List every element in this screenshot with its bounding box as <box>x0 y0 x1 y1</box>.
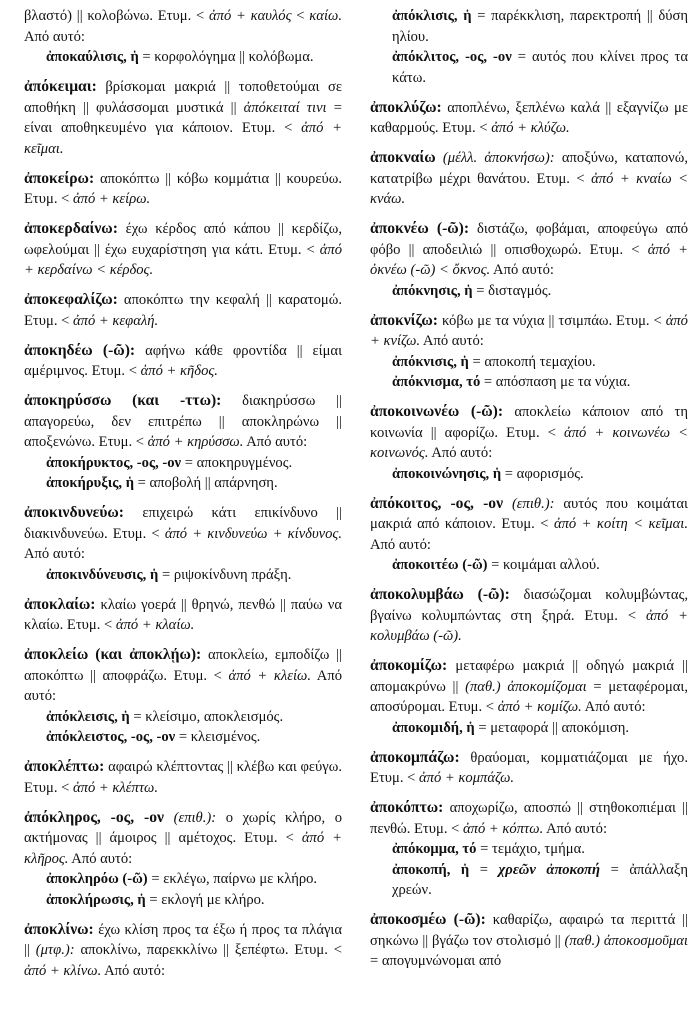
sub-headword: ἀπόκνισμα, τό <box>392 374 481 390</box>
sub-definition: = εκλογή με κλήρο. <box>149 891 265 908</box>
derivation-label: Από αυτό: <box>370 536 431 553</box>
sub-headword: ἀποκήρυξις, ἡ <box>46 475 134 491</box>
sub-definition: = <box>479 861 488 878</box>
headword: ἀποκολυμβάω (-ῶ): <box>370 586 510 603</box>
sub-definition: = εκλέγω, παίρνω με κλήρο. <box>151 871 318 887</box>
etymology: ἀπό + κομπάζω. <box>419 770 515 786</box>
definition: αφήνω κάθε φροντίδα || είμαι αμέριμνος. Ετυμ. < <box>24 342 342 379</box>
definition: επιχειρώ κάτι επικίνδυνο || διακινδυνεύω. Ετυμ. < <box>24 505 342 542</box>
sub-entry <box>24 473 342 494</box>
etymology: ἀπό + κλαίω. <box>115 617 195 633</box>
etymology: ἀπό + κλείω. <box>228 667 311 684</box>
sub-headword: ἀπόκομμα, τό <box>392 841 477 857</box>
definition: διστάζω, φοβάμαι, αποφεύγω από φόβο || αποδειλιώ || οπισθοχωρώ. Ετυμ. < <box>370 221 688 258</box>
right-column <box>370 6 688 1032</box>
sub-headword: ἀποκαύλισις, ἡ <box>46 49 139 65</box>
sub-entry <box>370 555 688 576</box>
entry <box>24 341 342 382</box>
entry <box>370 402 688 484</box>
sub-headword: ἀποκομιδή, ἡ <box>392 719 475 736</box>
definition: καθαρίζω, αφαιρώ τα περιττά || σηκώνω || βγάζω τον στολισμό || <box>370 912 688 949</box>
etymology: ἀπό + καυλός <box>208 8 292 24</box>
sub-definition: = κλεισμένος. <box>178 729 261 745</box>
phrase: χρεῶν ἀποκοπή <box>498 861 601 878</box>
entry <box>24 808 342 911</box>
sub-definition: = αφορισμός. <box>504 465 584 482</box>
derivation-label: Από αυτό: <box>24 667 342 704</box>
sub-entry <box>24 727 342 748</box>
etymology: ἀπό + κλῆρος. <box>24 830 342 867</box>
sub-definition: = αποκηρυγμένος. <box>184 454 293 471</box>
sub-definition: = ἀπάλλαξη χρεών. <box>392 861 688 898</box>
definition: = απογυμνώνομαι από <box>370 953 502 969</box>
etymology: < κέρδος. <box>96 262 154 278</box>
phrase: ἀπόκειταί τινι <box>243 99 327 116</box>
headword: ἀποκλαίω: <box>24 595 96 613</box>
definition: αποπλένω, ξεπλένω καλά || εξαγνίζω με καθαρμούς. Ετυμ. < <box>370 99 688 136</box>
definition: αποκλίνω, παρεκκλίνω || ξεπέφτω. Ετυμ. < <box>80 942 342 958</box>
headword: ἀποκοινωνέω (-ῶ): <box>370 403 504 420</box>
etymology: ἀπό + κομίζω. <box>497 699 582 715</box>
etymology: ἀπό + κνίζω. <box>370 312 688 349</box>
entry <box>24 391 342 494</box>
sub-entry <box>370 47 688 88</box>
headword: ἀποκοσμέω (-ῶ): <box>370 911 486 928</box>
grammar-note: (επιθ.): <box>173 809 217 826</box>
sub-definition: = μεταφορά || αποκόμιση. <box>478 719 629 736</box>
sub-headword: ἀπόκλιτος, -ος, -ον <box>392 49 512 65</box>
entry <box>24 219 342 281</box>
definition: έχω κέρδος από κάπου || κερδίζω, ωφελούμαι || έχω ευχαρίστηση για κάτι. Ετυμ. < <box>24 221 342 258</box>
headword: ἀποκόπτω: <box>370 799 444 816</box>
headword: ἀποκινδυνεύω: <box>24 504 125 521</box>
derivation-label: Από αυτό: <box>246 434 308 450</box>
sub-headword: ἀπόκνισις, ἡ <box>392 353 469 370</box>
sub-entry <box>24 707 342 728</box>
headword: ἀποκεφαλίζω: <box>24 291 118 308</box>
sub-definition: = ριψοκίνδυνη πράξη. <box>161 566 292 583</box>
derivation-label: Από αυτό: <box>104 962 166 979</box>
grammar-note: (παθ.) ἀποκομίζομαι <box>465 678 587 695</box>
etymology: ἀπό + κῆδος. <box>140 363 218 379</box>
entry <box>370 148 688 210</box>
entry <box>24 595 342 636</box>
derivation-label: Από αυτό: <box>546 820 608 837</box>
definition: διακηρύσσω || απαγορεύω, δεν επιτρέπω || αποκληρώνω || αποξενώνω. Ετυμ. < <box>24 393 342 450</box>
headword: ἀπόκειμαι: <box>24 78 97 95</box>
headword: ἀπόκληρος, -ος, -ον <box>24 808 164 826</box>
sub-entry <box>24 453 342 474</box>
etymology: ἀπό + κολυμβάω (-ῶ). <box>370 607 688 644</box>
derivation-label: Από αυτό: <box>71 850 133 867</box>
entry <box>370 311 688 393</box>
etymology: ἀπό + κοίτη < κεῖμαι. <box>553 516 688 532</box>
definition: = μεταφέρομαι, αποσύρομαι. Ετυμ. < <box>370 678 688 715</box>
entry <box>370 748 688 789</box>
grammar-note: (μτφ.): <box>35 942 75 958</box>
sub-entry <box>24 47 342 68</box>
headword: ἀποκλίνω: <box>24 920 94 938</box>
entry <box>24 503 342 585</box>
sub-headword: ἀποκινδύνευσις, ἡ <box>46 566 159 583</box>
entry <box>24 290 342 331</box>
entry <box>24 920 342 982</box>
sub-entry <box>370 352 688 373</box>
derivation-label: Από αυτό: <box>24 546 85 562</box>
entry <box>370 219 688 301</box>
entry <box>370 585 688 647</box>
entry <box>370 98 688 139</box>
definition: αυτός που κοιμάται μακριά από κάποιον. Ετυμ. < <box>370 495 688 532</box>
headword: ἀποκνίζω: <box>370 311 439 329</box>
sub-headword: ἀποκληρόω (-ῶ) <box>46 871 148 887</box>
sub-entry <box>370 860 688 901</box>
derivation-label: Από αυτό: <box>422 333 484 349</box>
sub-entry <box>370 718 688 739</box>
sub-headword: ἀποκοιτέω (-ῶ) <box>392 557 488 573</box>
sub-definition: = κορφολόγημα || κολόβωμα. <box>142 49 314 65</box>
entry <box>24 77 342 159</box>
headword: ἀποκλείω (και ἀποκλῄω): <box>24 646 202 663</box>
etymology: ἀπό + κινδυνεύω + κίνδυνος. <box>164 525 342 542</box>
etymology: ἀπό + κόπτω. <box>463 820 544 837</box>
entry-continuation <box>370 6 688 88</box>
sub-headword: ἀπόκλειστος, -ος, -ον <box>46 729 176 745</box>
sub-definition: = κλείσιμο, αποκλεισμός. <box>133 708 284 725</box>
headword: ἀποκλέπτω: <box>24 758 105 775</box>
sub-headword: ἀπόκνησις, ἡ <box>392 282 473 299</box>
grammar-note: (μέλλ. ἀποκνήσω): <box>442 150 555 166</box>
headword: ἀποκηδέω (-ῶ): <box>24 341 136 359</box>
sub-definition: = δισταγμός. <box>476 282 552 299</box>
definition: διασώζομαι κολυμβώντας, βγαίνω κολυμπώντας στη ξηρά. Ετυμ. < <box>370 587 688 624</box>
etymology: ἀπό + κλέπτω. <box>73 779 158 796</box>
definition: κόβω με τα νύχια || τσιμπάω. Ετυμ. < <box>441 312 662 329</box>
sub-headword: ἀπόκλισις, ἡ <box>392 8 472 24</box>
sub-headword: ἀποκλήρωσις, ἡ <box>46 891 146 908</box>
entry <box>370 798 688 901</box>
sub-definition: = κοιμάμαι αλλού. <box>491 557 600 573</box>
continuation-text: βλαστό) || κολοβώνω. Ετυμ. < <box>24 8 205 24</box>
derivation-label: Από αυτό: <box>431 445 493 461</box>
sub-definition: = παρέκκλιση, παρεκτροπή || δύση ηλίου. <box>392 8 688 45</box>
etymology: < κνάω. <box>370 170 688 207</box>
grammar-note: (παθ.) ἀποκοσμοῦμαι <box>564 932 688 949</box>
sub-headword: ἀποκήρυκτος, -ος, -ον <box>46 454 182 471</box>
sub-definition: = απόσπαση με τα νύχια. <box>483 374 631 390</box>
definition: αφαιρώ κλέπτοντας || κλέβω και φεύγω. Ετυμ. < <box>24 759 342 796</box>
definition: βρίσκομαι μακριά || τοποθετούμαι σε αποθήκη || φυλάσσομαι μυστικά || <box>24 79 342 116</box>
entry <box>24 169 342 210</box>
etymology: < ὄκνος. <box>439 262 491 278</box>
sub-entry <box>24 565 342 586</box>
definition: αποξύνω, καταπονώ, κατατρίβω μέχρι θανάτου. Ετυμ. < <box>370 150 688 187</box>
derivation-label: Από αυτό: <box>584 699 646 715</box>
headword: ἀποκομπάζω: <box>370 748 460 766</box>
definition: αποκλείω, εμποδίζω || αποκόπτω || αποφράζω. Ετυμ. < <box>24 647 342 684</box>
grammar-note: (επιθ.): <box>511 495 555 512</box>
definition: = είναι αποθηκευμένο για κάποιον. Ετυμ. < <box>24 99 342 136</box>
definition: μεταφέρω μακριά || οδηγώ μακριά || απομακρύνω || <box>370 658 688 695</box>
definition: θραύομαι, κομματιάζομαι με ήχο. Ετυμ. < <box>370 749 688 786</box>
sub-headword: ἀπόκλεισις, ἡ <box>46 708 130 725</box>
definition: αποκόπτω || κόβω κομμάτια || κουρεύω. Ετυμ. < <box>24 170 342 207</box>
sub-entry <box>370 281 688 302</box>
entry <box>24 645 342 748</box>
etymology: ἀπό + κείρω. <box>73 191 151 207</box>
etymology: ἀπό + κναίω <box>591 170 672 187</box>
etymology: ἀπό + κερδαίνω <box>24 241 342 278</box>
derivation-label: Από αυτό: <box>493 262 554 278</box>
headword: ἀποκλύζω: <box>370 98 442 116</box>
entry <box>370 910 688 972</box>
etymology: ἀπό + κλίνω. <box>24 962 102 979</box>
entry-continuation <box>24 6 342 68</box>
etymology: ἀπό + κλύζω. <box>491 120 570 136</box>
definition: ο χωρίς κλήρο, ο ακτήμονας || άμοιρος || αμέτοχος. Ετυμ. < <box>24 809 342 846</box>
sub-headword: ἀποκοινώνησις, ἡ <box>392 465 502 482</box>
sub-entry <box>370 372 688 393</box>
sub-definition: = αυτός που κλίνει προς τα κάτω. <box>392 49 688 86</box>
definition: κλαίω γοερά || θρηνώ, πενθώ || παύω να κλαίω. Ετυμ. < <box>24 596 342 633</box>
sub-entry <box>24 890 342 911</box>
sub-definition: = αποβολή || απάρνηση. <box>137 475 278 491</box>
entry <box>370 494 688 576</box>
definition: αποκλείω κάποιον από τη κοινωνία || αφορίζω. Ετυμ. < <box>370 404 688 441</box>
sub-definition: = τεμάχιο, τμήμα. <box>480 841 585 857</box>
definition: έχω κλίση προς τα έξω ή προς τα πλάγια || <box>24 921 342 958</box>
entry <box>24 757 342 798</box>
headword-variant: (και -ττω): <box>132 392 222 409</box>
sub-entry <box>370 464 688 485</box>
headword: ἀποκείρω: <box>24 169 95 187</box>
sub-entry <box>24 869 342 890</box>
definition: αποχωρίζω, αποσπώ || στηθοκοπιέμαι || πενθώ. Ετυμ. < <box>370 800 688 837</box>
etymology: ἀπό + κοινωνέω < κοινωνός. <box>370 424 688 461</box>
etymology: ἀπό + κηρύσσω. <box>147 434 244 450</box>
sub-headword: ἀποκοπή, ἡ <box>392 861 470 878</box>
sub-entry <box>370 6 688 47</box>
entry <box>370 656 688 738</box>
headword: ἀποκναίω <box>370 149 436 166</box>
headword: ἀποκομίζω: <box>370 657 448 674</box>
definition: αποκόπτω την κεφαλή || καρατομώ. Ετυμ. < <box>24 292 342 329</box>
etymology-marker: < <box>296 8 305 24</box>
etymology: καίω. <box>309 8 342 24</box>
sub-entry <box>370 839 688 860</box>
sub-definition: = αποκοπή τεμαχίου. <box>472 353 596 370</box>
etymology: ἀπό + ὀκνέω (-ῶ) <box>370 241 688 278</box>
headword: ἀποκερδαίνω: <box>24 220 118 237</box>
left-column <box>24 6 342 1032</box>
derivation-label: Από αυτό: <box>24 28 85 45</box>
headword: ἀποκνέω (-ῶ): <box>370 220 470 237</box>
etymology: ἀπό + κεῖμαι. <box>24 120 342 157</box>
etymology: ἀπό + κεφαλή. <box>73 312 159 329</box>
headword: ἀπόκοιτος, -ος, -ον <box>370 494 504 512</box>
headword: ἀποκηρύσσω <box>24 392 112 409</box>
